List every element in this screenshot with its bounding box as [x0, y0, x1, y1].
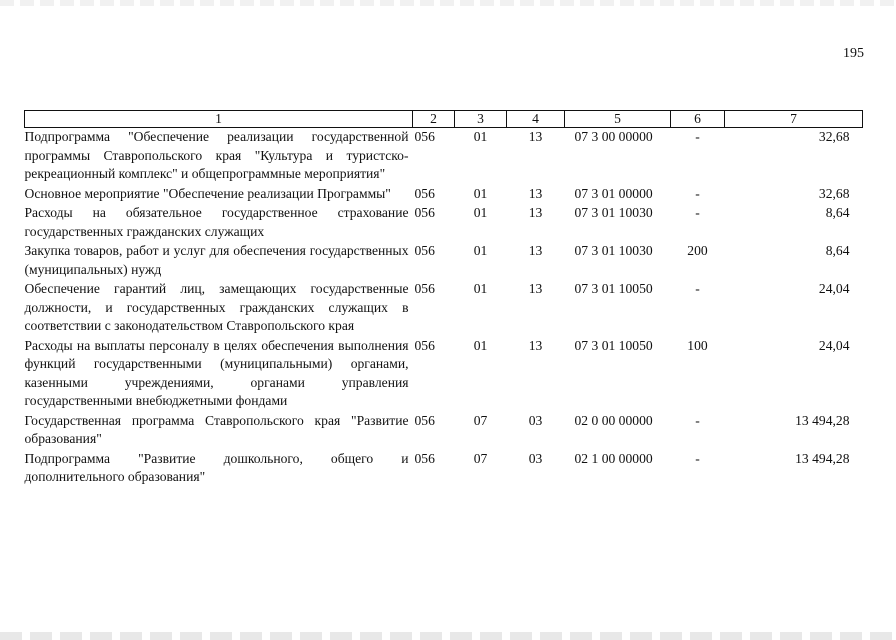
row-amount: 8,64 [825, 243, 850, 258]
row-subsection-code: 13 [528, 185, 543, 201]
row-ministry-code: 056 [414, 281, 435, 296]
row-section-code: 01 [473, 129, 488, 144]
row-amount: 13 494,28 [795, 450, 850, 466]
column-header-1: 1 [25, 111, 413, 128]
row-name: Государственная программа Ставропольского края "Развитие образования" [24, 412, 409, 446]
row-name: Обеспечение гарантий лиц, замещающих государственные должности, и государственных гражданских служащих в соответствии с законодательством Ставропольского края [24, 281, 409, 333]
row-ministry-code: 056 [414, 205, 435, 220]
scan-edge-bottom [0, 632, 896, 640]
scan-edge-top [0, 0, 896, 6]
row-name: Расходы на выплаты персоналу в целях обеспечения выполнения функций государственными (муниципальными) органами, казенными учреждениями, органами управления государственными внебюджетными фондами [24, 337, 409, 408]
row-target-code: 07 3 01 10030 [574, 205, 653, 220]
row-subsection-code: 13 [528, 205, 543, 220]
budget-table [24, 110, 863, 488]
row-target-code: 07 3 01 00000 [574, 185, 653, 201]
row-target-code: 02 1 00 00000 [574, 450, 653, 466]
row-name: Расходы на обязательное государственное страхование государственных гражданских служащих [24, 205, 409, 239]
table-row [25, 242, 863, 280]
column-header-4: 4 [507, 111, 565, 128]
row-amount: 32,68 [818, 185, 850, 201]
row-expense-type: - [695, 450, 700, 466]
table-row [25, 450, 863, 488]
row-target-code: 07 3 00 00000 [574, 129, 653, 144]
row-ministry-code: 056 [414, 185, 435, 201]
row-amount: 8,64 [825, 205, 850, 220]
row-expense-type: 200 [687, 243, 708, 258]
row-section-code: 07 [473, 450, 488, 466]
row-subsection-code: 13 [528, 337, 543, 353]
row-name: Подпрограмма "Обеспечение реализации государственной программы Ставропольского края "Культура и туристско-рекреационный комплекс" и общепрограммные мероприятия" [24, 129, 409, 181]
row-target-code: 07 3 01 10050 [574, 281, 653, 296]
row-ministry-code: 056 [414, 243, 435, 258]
row-subsection-code: 13 [528, 129, 543, 144]
column-header-6: 6 [671, 111, 725, 128]
row-expense-type: - [695, 205, 700, 220]
table-row [25, 280, 863, 337]
column-header-2: 2 [413, 111, 455, 128]
row-amount: 13 494,28 [795, 412, 850, 428]
row-expense-type: - [695, 412, 700, 428]
table-row [25, 128, 863, 185]
row-subsection-code: 13 [528, 243, 543, 258]
row-amount: 24,04 [818, 281, 850, 296]
row-ministry-code: 056 [414, 450, 435, 466]
column-header-7: 7 [725, 111, 863, 128]
row-target-code: 07 3 01 10030 [574, 243, 653, 258]
table-row [25, 412, 863, 450]
column-header-3: 3 [455, 111, 507, 128]
table-row [25, 204, 863, 242]
row-expense-type: - [695, 281, 700, 296]
row-subsection-code: 13 [528, 281, 543, 296]
row-section-code: 01 [473, 205, 488, 220]
table-row [25, 185, 863, 205]
budget-table-container [24, 110, 862, 488]
row-ministry-code: 056 [414, 412, 435, 428]
row-section-code: 01 [473, 337, 488, 353]
row-expense-type: - [695, 129, 700, 144]
row-amount: 32,68 [818, 129, 850, 144]
row-target-code: 02 0 00 00000 [574, 412, 653, 428]
row-section-code: 07 [473, 412, 488, 428]
row-section-code: 01 [473, 243, 488, 258]
table-row [25, 337, 863, 412]
row-section-code: 01 [473, 185, 488, 201]
row-ministry-code: 056 [414, 129, 435, 144]
row-expense-type: 100 [687, 337, 708, 353]
column-header-5: 5 [565, 111, 671, 128]
row-name: Подпрограмма "Развитие дошкольного, общего и дополнительного образования" [24, 450, 409, 484]
row-section-code: 01 [473, 281, 488, 296]
row-subsection-code: 03 [528, 450, 543, 466]
row-ministry-code: 056 [414, 337, 435, 353]
header-row [25, 111, 863, 128]
row-target-code: 07 3 01 10050 [574, 337, 653, 353]
row-expense-type: - [695, 185, 700, 201]
row-name: Основное мероприятие "Обеспечение реализации Программы" [24, 185, 391, 201]
page-number: 195 [843, 46, 864, 61]
row-amount: 24,04 [818, 337, 850, 353]
row-subsection-code: 03 [528, 412, 543, 428]
row-name: Закупка товаров, работ и услуг для обеспечения государственных (муниципальных) нужд [24, 243, 409, 277]
